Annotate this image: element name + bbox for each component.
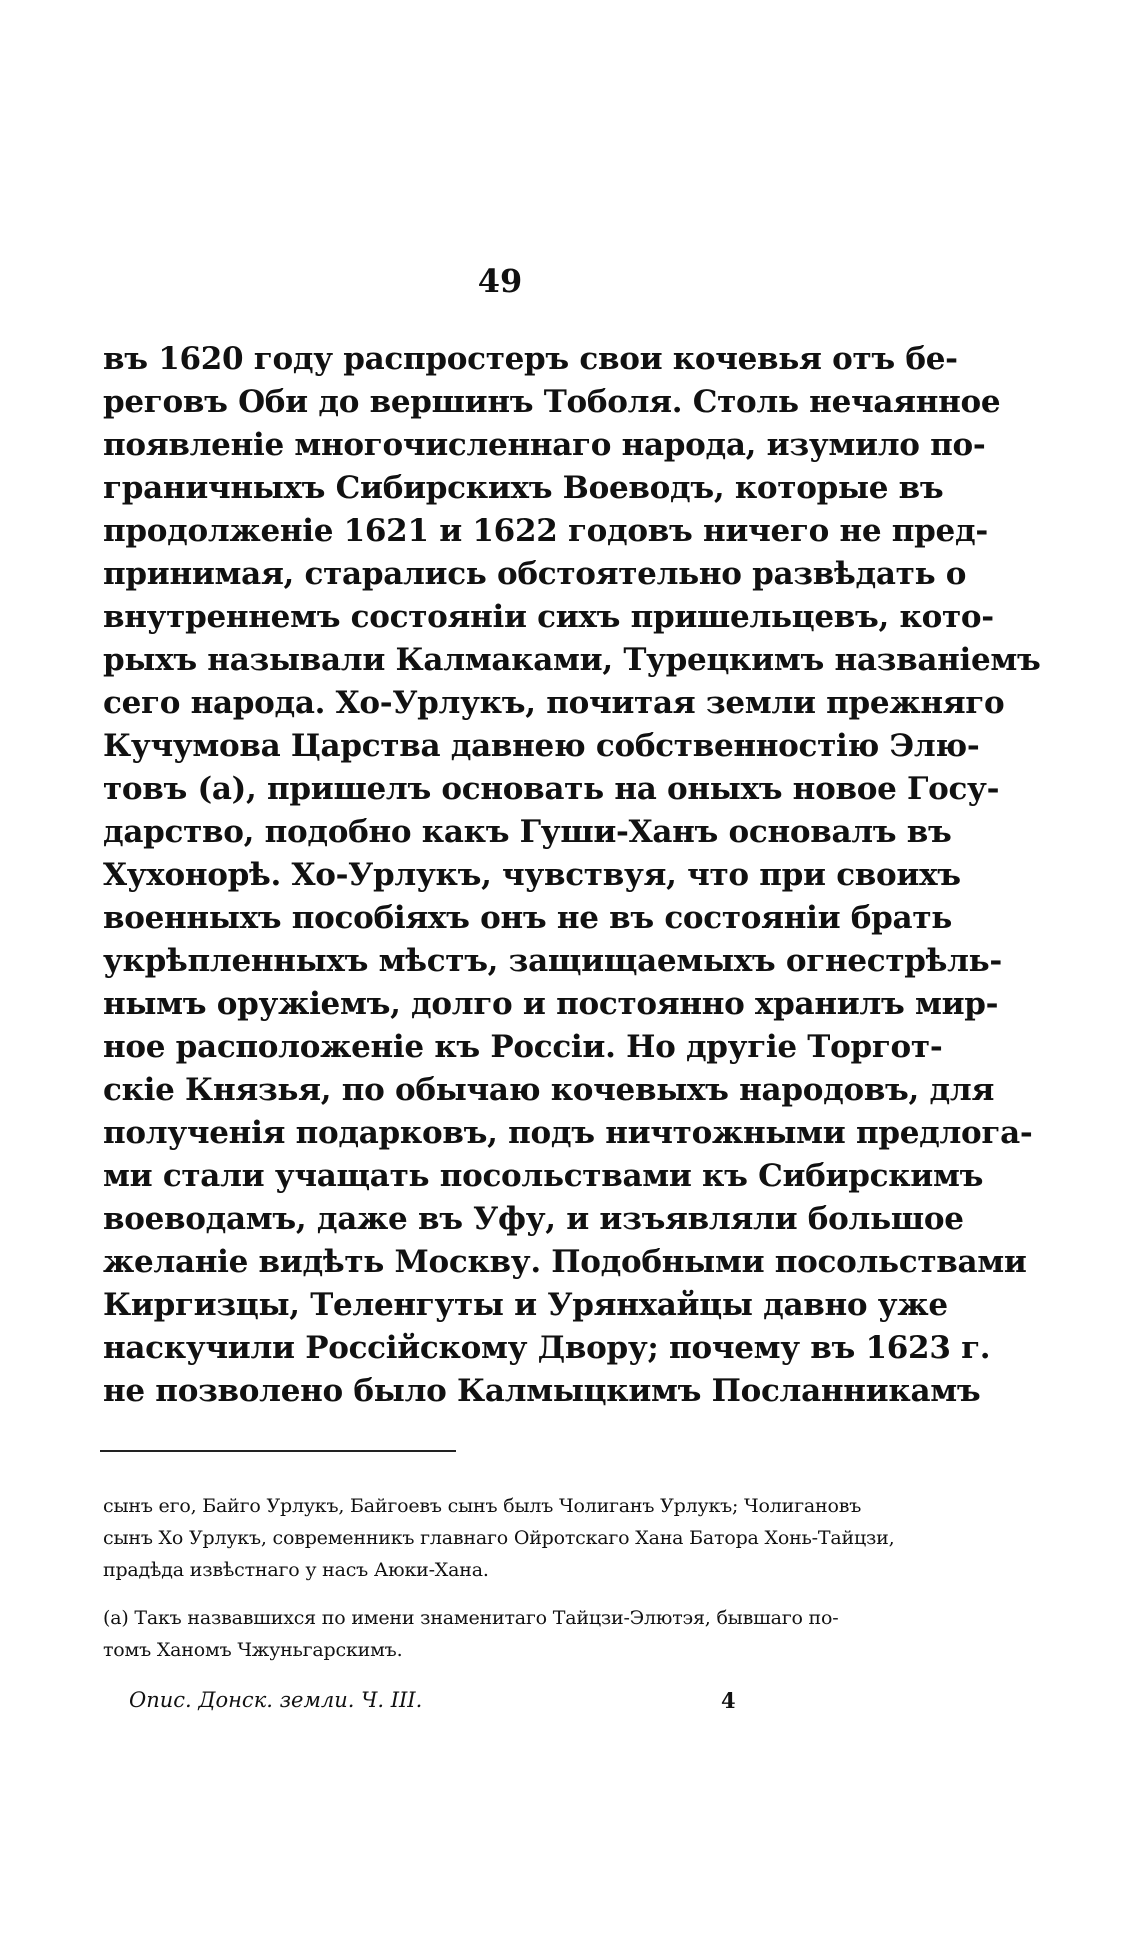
text-line: дарство, подобно какъ Гуши-Ханъ основалъ въ [103, 814, 952, 850]
text-line: укрѣпленныхъ мѣстъ, защищаемыхъ огнестрѣль- [103, 943, 1002, 979]
footnote-a-line: (а) Такъ назвавшихся по имени знаменитаго Тайцзи-Элютэя, бывшаго по- [103, 1607, 839, 1629]
text-line: воеводамъ, даже въ Уфу, и изъявляли большое [103, 1201, 964, 1237]
text-line: внутреннемъ состояніи сихъ пришельцевъ, кото- [103, 599, 994, 635]
text-line: скіе Князья, по обычаю кочевыхъ народовъ, для [103, 1072, 995, 1108]
text-line: военныхъ пособіяхъ онъ не въ состояніи брать [103, 900, 952, 936]
sheet-number: 4 [721, 1688, 736, 1713]
main-text [103, 338, 1041, 1413]
text-line: Хухонорѣ. Хо-Урлукъ, чувствуя, что при своихъ [103, 857, 961, 893]
text-line: полученія подарковъ, подъ ничтожными предлога- [103, 1115, 1033, 1151]
text-line: ное расположеніе къ Россіи. Но другіе Торгот- [103, 1029, 943, 1065]
text-line: Киргизцы, Теленгуты и Урянхайцы давно уже [103, 1287, 948, 1323]
text-line: Кучумова Царства давнею собственностію Элю- [103, 728, 980, 764]
printer-signature: Опис. Донск. земли. Ч. III. [129, 1688, 423, 1712]
text-line: желаніе видѣть Москву. Подобными посольствами [103, 1244, 1027, 1280]
text-line: принимая, старались обстоятельно развѣдать о [103, 556, 967, 592]
text-line: нымъ оружіемъ, долго и постоянно хранилъ мир- [103, 986, 999, 1022]
text-line: реговъ Оби до вершинъ Тоболя. Столь нечаянное [103, 384, 1001, 420]
text-line: рыхъ называли Калмаками, Турецкимъ названіемъ [103, 642, 1041, 678]
text-line: въ 1620 году распростеръ свои кочевья отъ бе- [103, 341, 958, 377]
footnote-a-line: томъ Ханомъ Чжуньгарскимъ. [103, 1639, 403, 1661]
footnote-line: сынъ его, Байго Урлукъ, Байгоевъ сынъ былъ Чолиганъ Урлукъ; Чолигановъ [103, 1495, 862, 1517]
footnote-gap [103, 1586, 899, 1602]
text-line: появленіе многочисленнаго народа, изумило по- [103, 427, 986, 463]
footnote-line: сынъ Хо Урлукъ, современникъ главнаго Ойротскаго Хана Батора Хонь-Тайцзи, [103, 1527, 895, 1549]
page-number: 49 [477, 262, 523, 300]
footnote-divider [100, 1450, 456, 1452]
text-line: ми стали учащать посольствами къ Сибирскимъ [103, 1158, 984, 1194]
text-line: сего народа. Хо-Урлукъ, почитая земли прежняго [103, 685, 1005, 721]
footnotes [103, 1490, 899, 1666]
footnote-line: прадѣда извѣстнаго у насъ Аюки-Хана. [103, 1559, 489, 1581]
signature-row [103, 1688, 899, 1722]
text-line: не позволено было Калмыцкимъ Посланникамъ [103, 1373, 981, 1409]
text-line: граничныхъ Сибирскихъ Воеводъ, которые въ [103, 470, 944, 506]
text-line: продолженіе 1621 и 1622 годовъ ничего не пред- [103, 513, 988, 549]
text-line: товъ (а), пришелъ основать на оныхъ новое Госу- [103, 771, 1000, 807]
text-line: наскучили Россійскому Двору; почему въ 1623 г. [103, 1330, 991, 1366]
